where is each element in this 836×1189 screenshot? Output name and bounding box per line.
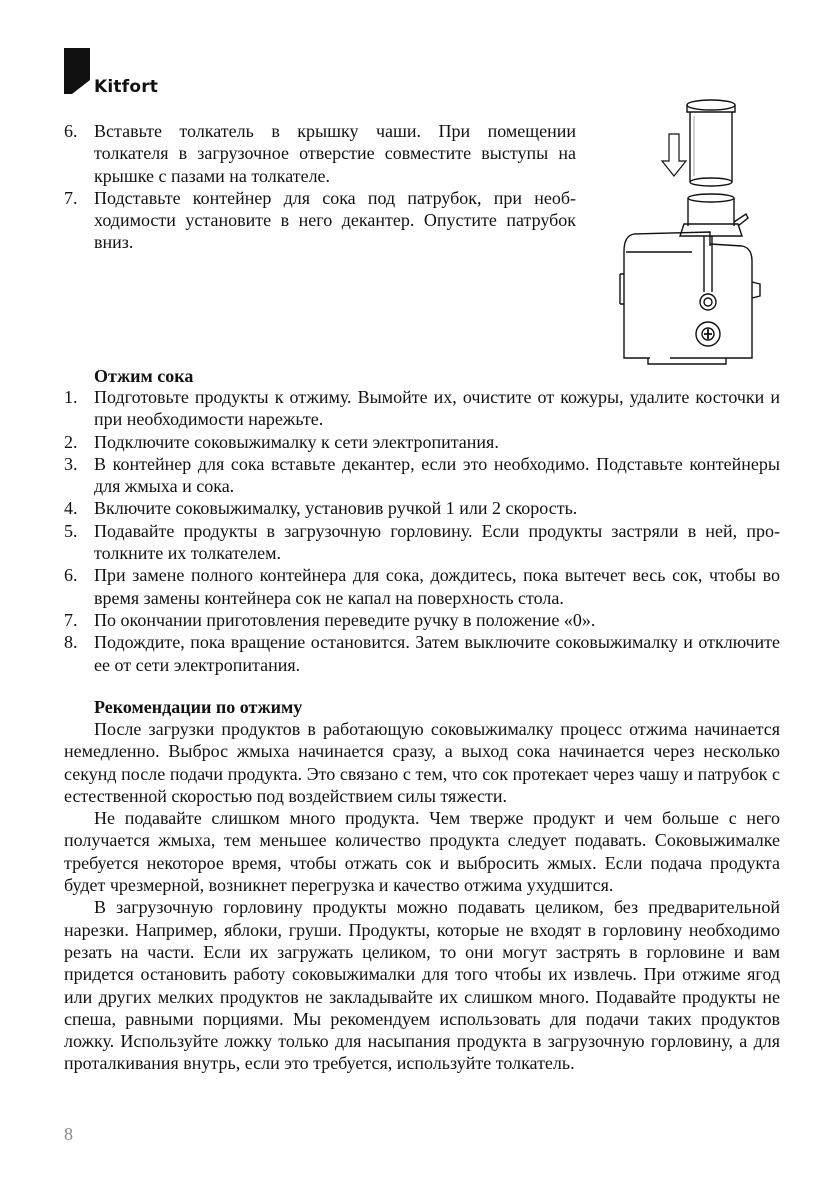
list-item [64,431,780,453]
list-item-number: 4. [64,498,78,519]
list-item-text: Подключите соковыжималку к сети электропитания. [94,431,499,452]
list-item [64,386,780,431]
down-arrow-icon [662,134,686,176]
section-heading-recommendations: Рекомендации по отжиму [94,697,303,717]
list-item-number: 7. [64,187,78,208]
list-item [64,520,780,565]
paragraph: Не подавайте слишком много продукта. Чем тверже продукт и чем больше с него получается жмыха, тем меньшее количество продукта следует подавать. Соковыжималке требуется некоторое время, чтобы отжать сок и выбросить жмых. Если подача продукта будет чрезмерной, возникнет перегрузка и качество отжима ухудшится. [64,808,780,896]
list-item [64,631,780,676]
list-item [64,120,576,187]
list-item-text: Вставьте толкатель в крышку чаши. При помещении толкателя в загрузочное отверстие совместите выступы на крышке с пазами на толкателе. [94,121,576,186]
juicer-illustration [614,96,764,366]
list-item [64,564,780,609]
list-item [64,453,780,498]
section-heading-juicing: Отжим сока [94,366,194,386]
list-item-text: Включите соковыжималку, установив ручкой 1 или 2 скорость. [94,498,578,519]
list-item-text: В контейнер для сока вставьте декантер, если это необходимо. Подставьте контейнеры для жмыха и сока. [94,453,780,497]
juicing-steps-list [64,386,780,676]
list-item-text: По окончании приготовления переведите ручку в положение «0». [94,609,596,630]
brand-name: Kitfort [94,77,159,97]
list-item-number: 1. [64,387,78,407]
kitfort-logo-icon [64,48,90,94]
intro-steps-list [64,120,576,254]
list-item [64,497,780,519]
list-item-number: 6. [64,565,78,586]
brand-logo [64,48,264,98]
list-item-number: 8. [64,632,78,653]
list-item-text: Подставьте контейнер для сока под патрубок, при необходимости установите в него декантер. Опустите патрубок вниз. [94,187,576,253]
list-item-number: 2. [64,431,78,452]
list-item-number: 5. [64,520,78,541]
list-item [64,609,780,631]
paragraph: В загрузочную горловину продукты можно подавать целиком, без предварительной нарезки. Например, яблоки, груши. Продукты, которые не входят в горловину необходимо резать на части. Если их загружать целиком, то они могут застрять в горловине и вам придется остановить работу соковыжималки для того чтобы их извлечь. При отжиме ягод или других мелких продуктов не закладывайте их слишком много. Подавайте продукты не спеша, равными порциями. Мы рекомендуем использовать для подачи таких продуктов ложку. Используйте ложку только для насыпания продукта в загрузочную горловину, а для проталкивания внутрь, если это требуется, используйте толкатель. [64,897,780,1074]
list-item-number: 6. [64,121,78,141]
page-number: 8 [64,1124,73,1144]
pusher-drawing [687,100,735,186]
motor-base-drawing [620,232,760,364]
paragraph: После загрузки продуктов в работающую соковыжималку процесс отжима начинается немедленно. Выброс жмыха начинается сразу, а выход сока начинается через несколько секунд после подачи продукта. Это связано с тем, что сок протекает через чашу и патрубок с естественной скоростью под воздействием силы тяжести. [64,719,780,806]
list-item-text: Подготовьте продукты к отжиму. Вымойте их, очистите от кожуры, удалите косточки и при необходимости нарежьте. [94,387,780,430]
recommendations-body [64,718,780,1075]
list-item-text: Подождите, пока вращение остановится. Затем выключите соковыжималку и отключите ее от сети электропитания. [94,632,780,675]
list-item-number: 7. [64,609,78,630]
list-item [64,187,576,254]
list-item-number: 3. [64,453,78,474]
list-item-text: При замене полного контейнера для сока, дождитесь, пока вытечет весь сок, чтобы во время замены контейнера сок не капал на поверхность стола. [94,565,780,608]
list-item-text: Подавайте продукты в загрузочную горловину. Если продукты застряли в ней, протолкните их толкателем. [94,520,780,564]
lid-chute-drawing [680,194,748,236]
